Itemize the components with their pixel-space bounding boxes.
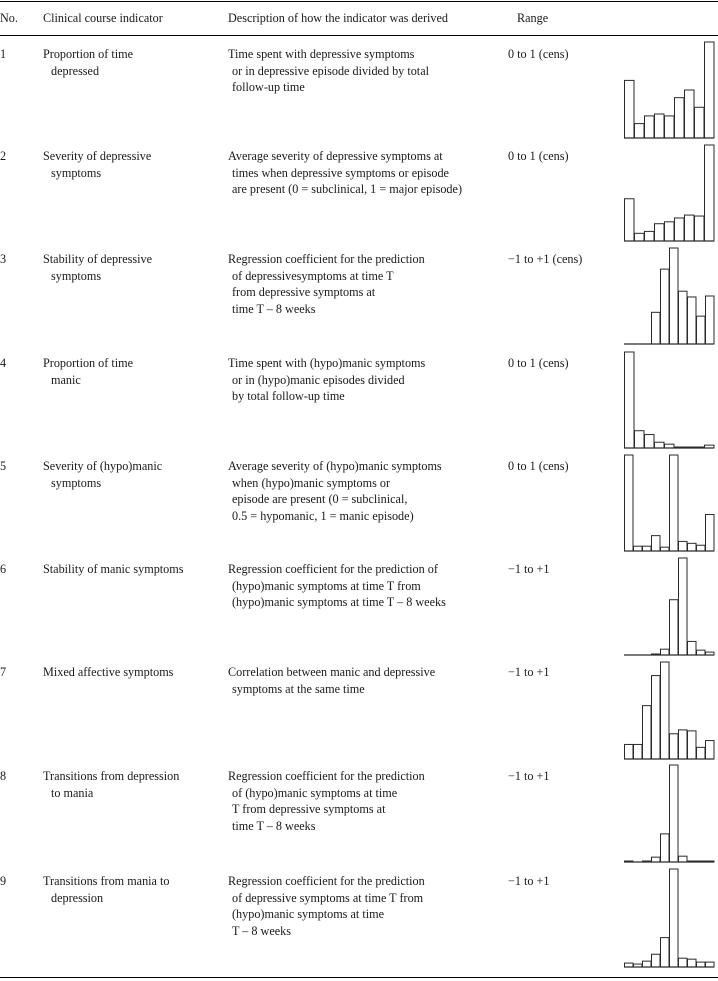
description-line: time T – 8 weeks	[232, 818, 316, 833]
histogram-bar	[688, 297, 697, 344]
histogram-bar	[652, 676, 661, 759]
row-number: 6	[0, 562, 7, 576]
histogram-bar	[695, 216, 705, 241]
description-line: Time spent with (hypo)manic symptoms	[228, 356, 426, 370]
indicator-name-line: Proportion of time	[43, 356, 134, 370]
indicator-name-line: Proportion of time	[43, 47, 134, 61]
row-number: 3	[0, 252, 7, 266]
range-value: −1 to +1 (cens)	[508, 252, 583, 266]
histogram-bar	[705, 145, 715, 241]
histogram-bar	[634, 546, 643, 551]
histogram-bar	[652, 312, 661, 344]
distribution-histogram	[624, 40, 714, 140]
range-value: 0 to 1 (cens)	[508, 459, 569, 473]
indicator-name	[43, 768, 213, 801]
histogram-bar	[645, 116, 655, 138]
description-line: (hypo)manic symptoms at time	[232, 907, 384, 921]
description-line: Average severity of depressive symptoms at	[228, 149, 443, 163]
indicator-description	[228, 458, 503, 524]
histogram-bar	[706, 741, 715, 759]
histogram-bar	[625, 455, 634, 551]
header-indicator: Clinical course indicator	[43, 11, 163, 25]
indicator-name	[43, 251, 213, 284]
description-line: (hypo)manic symptoms at time T – 8 weeks	[232, 595, 446, 609]
indicator-description	[228, 561, 503, 611]
range-value: −1 to +1	[508, 769, 550, 783]
indicator-name	[43, 458, 213, 491]
indicator-description	[228, 768, 503, 834]
distribution-histogram	[624, 660, 714, 761]
description-line: Regression coefficient for the prediction	[228, 874, 425, 888]
range-value: −1 to +1	[508, 874, 550, 888]
description-line: Average severity of (hypo)manic symptoms	[228, 459, 442, 473]
indicator-name	[43, 148, 213, 181]
row-number: 4	[0, 356, 7, 370]
histogram-bar	[697, 316, 706, 344]
header-rule	[0, 35, 718, 36]
range-value: 0 to 1 (cens)	[508, 356, 569, 370]
histogram-bar	[652, 954, 661, 967]
histogram-bar	[697, 962, 706, 967]
description-line: or in depressive episode divided by total	[232, 63, 429, 78]
description-line: Time spent with depressive symptoms	[228, 47, 415, 61]
row-number: 7	[0, 665, 7, 679]
indicator-name-line: Transitions from mania to	[43, 874, 170, 888]
indicator-description	[228, 148, 503, 198]
description-line: Correlation between manic and depressive	[228, 665, 436, 679]
row-number: 2	[0, 149, 7, 163]
histogram-bar	[685, 90, 695, 138]
histogram-bar	[688, 641, 697, 655]
indicator-name	[43, 46, 213, 79]
indicator-description	[228, 46, 503, 96]
histogram-bar	[635, 431, 645, 448]
histogram-bar	[675, 98, 685, 138]
histogram-bar	[652, 857, 661, 862]
indicator-name	[43, 561, 213, 578]
histogram-bar	[652, 536, 661, 551]
indicator-name-line: depressed	[51, 63, 100, 78]
histogram-bar	[625, 352, 635, 448]
indicator-name-line: Severity of (hypo)manic	[43, 459, 163, 473]
histogram-bar	[679, 291, 688, 344]
histogram-bar	[635, 124, 645, 138]
description-line: follow-up time	[232, 80, 305, 94]
histogram-bar	[661, 649, 670, 655]
indicator-name-line: Transitions from depression	[43, 769, 180, 783]
histogram-bar	[661, 269, 670, 344]
distribution-histogram	[624, 556, 714, 657]
histogram-bar	[670, 455, 679, 551]
histogram-bar	[706, 962, 715, 967]
histogram-bar	[679, 958, 688, 967]
indicator-name-line: symptoms	[51, 165, 102, 180]
description-line: of (hypo)manic symptoms at time	[232, 785, 398, 800]
histogram-bar	[625, 80, 635, 138]
histogram-bar	[685, 215, 695, 241]
description-line: or in (hypo)manic episodes divided	[232, 372, 405, 387]
indicator-name-line: Mixed affective symptoms	[43, 665, 174, 679]
description-line: times when depressive symptoms or episode	[232, 165, 449, 180]
table-top-rule	[0, 1, 718, 2]
histogram-bar	[661, 662, 670, 759]
indicator-name	[43, 355, 213, 388]
row-number: 8	[0, 769, 7, 783]
description-line: Regression coefficient for the prediction of	[228, 562, 438, 576]
description-line: are present (0 = subclinical, 1 = major episode)	[232, 182, 462, 196]
histogram-bar	[688, 959, 697, 967]
histogram-bar	[655, 114, 665, 138]
description-line: T from depressive symptoms at	[232, 802, 386, 816]
histogram-bar	[679, 541, 688, 551]
distribution-histogram	[624, 763, 714, 864]
histogram-bar	[625, 744, 634, 759]
histogram-bar	[635, 233, 645, 241]
histogram-bar	[688, 731, 697, 759]
description-line: (hypo)manic symptoms at time T from	[232, 578, 421, 593]
row-number: 1	[0, 47, 7, 61]
description-line: from depressive symptoms at	[232, 285, 376, 299]
histogram-bar	[634, 744, 643, 759]
indicator-name-line: Stability of manic symptoms	[43, 562, 184, 576]
description-line: of depressivesymptoms at time T	[232, 268, 394, 283]
description-line: symptoms at the same time	[232, 681, 365, 696]
indicator-description	[228, 251, 503, 317]
range-value: −1 to +1	[508, 665, 550, 679]
histogram-bar	[697, 747, 706, 759]
histogram-bar	[697, 545, 706, 551]
histogram-bar	[706, 296, 715, 344]
histogram-bar	[670, 248, 679, 344]
histogram-bar	[661, 834, 670, 862]
histogram-bar	[655, 224, 665, 241]
distribution-histogram	[624, 143, 714, 243]
distribution-histogram	[624, 246, 714, 346]
histogram-bar	[688, 543, 697, 551]
indicator-name-line: symptoms	[51, 475, 102, 490]
distribution-histogram	[624, 350, 714, 450]
description-line: time T – 8 weeks	[232, 301, 316, 316]
histogram-bar	[670, 734, 679, 759]
histogram-bar	[665, 116, 675, 138]
header-no: No.	[0, 11, 18, 25]
histogram-bar	[679, 730, 688, 759]
description-line: T – 8 weeks	[232, 923, 292, 938]
indicator-description	[228, 873, 503, 939]
histogram-bar	[655, 442, 665, 448]
histogram-bar	[697, 650, 706, 655]
histogram-bar	[695, 107, 705, 138]
indicator-name-line: Severity of depressive	[43, 149, 152, 163]
histogram-bar	[675, 218, 685, 241]
histogram-bar	[645, 231, 655, 241]
indicator-name-line: Stability of depressive	[43, 252, 152, 266]
header-range: Range	[517, 11, 549, 25]
histogram-bar	[665, 222, 675, 241]
histogram-bar	[643, 546, 652, 551]
table-bottom-rule	[0, 977, 718, 978]
indicator-description	[228, 355, 503, 405]
histogram-bar	[625, 199, 635, 241]
indicator-name-line: manic	[51, 372, 81, 387]
row-number: 5	[0, 459, 7, 473]
description-line: of depressive symptoms at time T from	[232, 890, 424, 905]
range-value: 0 to 1 (cens)	[508, 47, 569, 61]
indicator-name	[43, 873, 213, 906]
row-number: 9	[0, 874, 7, 888]
histogram-bar	[706, 515, 715, 551]
description-line: episode are present (0 = subclinical,	[232, 492, 408, 506]
histogram-bar	[670, 765, 679, 862]
indicator-name-line: symptoms	[51, 268, 102, 283]
indicator-name-line: to mania	[51, 785, 94, 800]
histogram-bar	[670, 869, 679, 967]
description-line: when (hypo)manic symptoms or	[232, 475, 391, 490]
description-line: Regression coefficient for the prediction	[228, 769, 425, 783]
indicator-name-line: depression	[51, 890, 104, 905]
description-line: 0.5 = hypomanic, 1 = manic episode)	[232, 508, 414, 523]
histogram-bar	[643, 961, 652, 967]
range-value: 0 to 1 (cens)	[508, 149, 569, 163]
distribution-histogram	[624, 867, 714, 969]
range-value: −1 to +1	[508, 562, 550, 576]
indicator-description	[228, 664, 503, 697]
histogram-bar	[661, 938, 670, 967]
histogram-bar	[705, 42, 715, 138]
histogram-bar	[670, 600, 679, 655]
histogram-bar	[679, 856, 688, 862]
histogram-bar	[679, 558, 688, 655]
description-line: Regression coefficient for the prediction	[228, 252, 425, 266]
description-line: by total follow-up time	[232, 389, 345, 403]
histogram-bar	[643, 706, 652, 759]
indicator-name	[43, 664, 213, 681]
header-description: Description of how the indicator was derived	[228, 11, 448, 25]
distribution-histogram	[624, 453, 714, 553]
histogram-bar	[645, 435, 655, 448]
